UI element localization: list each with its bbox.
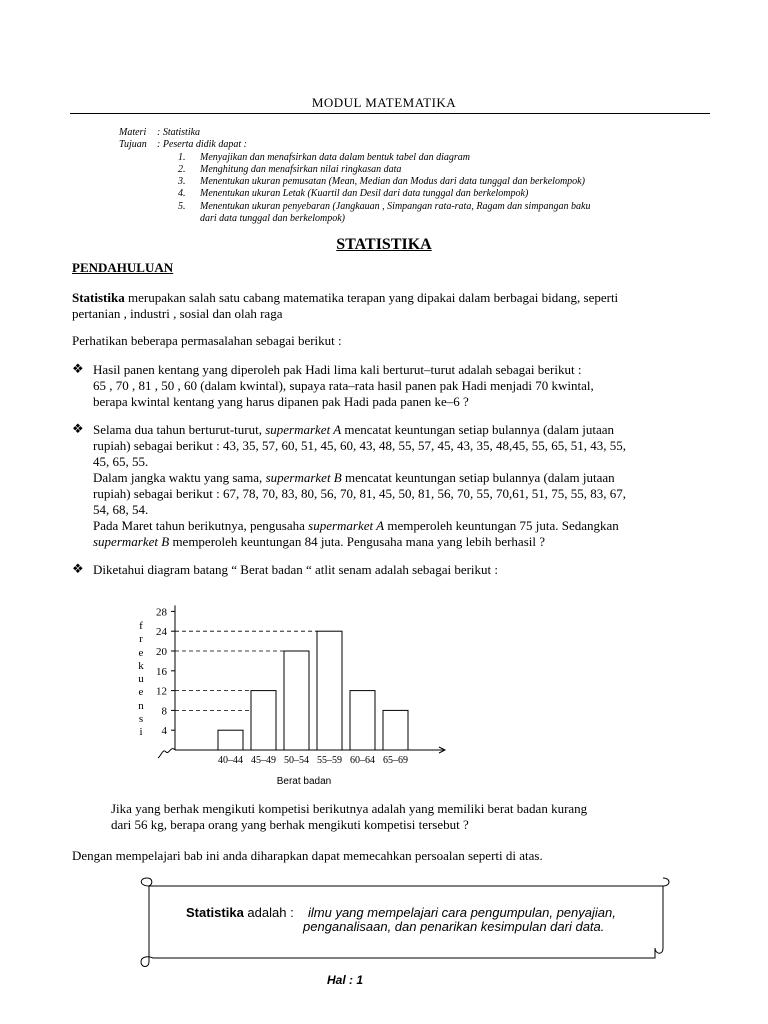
b2-line: 54, 68, 54. — [93, 502, 149, 517]
y-axis-label-letter: s — [138, 713, 144, 726]
b2-store: supermarket A — [265, 422, 342, 437]
page-title: STATISTIKA — [336, 236, 432, 253]
bar — [284, 651, 309, 750]
b2-line: 45, 65, 55. — [93, 454, 149, 469]
b2-store: supermarket A — [308, 518, 385, 533]
definition-adalah: adalah : — [243, 905, 294, 920]
x-tick-label: 60–64 — [350, 755, 375, 766]
closing-text: Dengan mempelajari bab ini anda diharapkan dapat memecahkan persoalan seperti di atas. — [72, 848, 543, 863]
x-axis-label: Berat badan — [276, 776, 332, 787]
goal-text: Menghitung dan menafsirkan nilai ringkasan data — [200, 164, 402, 175]
page-number: Hal : 1 — [326, 973, 363, 987]
x-tick-label: 40–44 — [218, 755, 243, 766]
goal-text: Menentukan ukuran penyebaran (Jangkauan , Simpangan rata-rata, Ragam dan simpangan baku — [200, 201, 591, 212]
b2-line: rupiah) sebagai berikut : 43, 35, 57, 60, 51, 45, 60, 43, 48, 55, 57, 45, 43, 35, 48,45, 55, 65, 51, 43, 55, — [93, 438, 626, 453]
goal-text: Menyajikan dan menafsirkan data dalam bentuk tabel dan diagram — [200, 152, 470, 163]
definition-line: ilmu yang mempelajari cara pengumpulan, penyajian, — [308, 905, 616, 920]
b2-line — [93, 534, 718, 550]
b2-text: memperoleh keuntungan 84 juta. Pengusaha mana yang lebih berhasil ? — [169, 534, 545, 549]
goal-text: Menentukan ukuran pemusatan (Mean, Median dan Modus dari data tunggal dan berkelompok) — [200, 176, 585, 187]
intro-term: Statistika — [72, 290, 125, 305]
b3-line: Diketahui diagram batang “ Berat badan “ atlit senam adalah sebagai berikut : — [93, 562, 499, 577]
goal-num: 2. — [178, 164, 186, 175]
y-axis-label-letter: k — [138, 659, 144, 672]
x-tick-label: 45–49 — [251, 755, 276, 766]
materi-label: Materi — [119, 127, 147, 138]
y-tick-label: 24 — [156, 626, 167, 639]
bullet-icon: ❖ — [72, 361, 84, 376]
y-tick-label: 16 — [156, 665, 167, 678]
goal-text: Menentukan ukuran Letak (Kuartil dan Desil dari data tunggal dan berkelompok) — [200, 188, 529, 199]
b1-line: Hasil panen kentang yang diperoleh pak Hadi lima kali berturut–turut adalah sebagai berikut : — [93, 362, 582, 377]
y-axis-label-letter: i — [139, 726, 143, 739]
y-axis-label — [136, 620, 146, 740]
y-axis-label-letter: n — [138, 699, 144, 712]
x-tick-label: 55–59 — [317, 755, 342, 766]
y-axis-label-letter: e — [138, 686, 144, 699]
bar — [383, 710, 408, 750]
question-line: Jika yang berhak mengikuti kompetisi berikutnya adalah yang memiliki berat badan kurang — [111, 801, 588, 816]
b2-text: mencatat keuntungan setiap bulannya (dalam jutaan — [341, 422, 615, 437]
b1-line: berapa kwintal kentang yang harus dipanen pak Hadi pada panen ke–6 ? — [93, 394, 469, 409]
b2-store: supermarket B — [265, 470, 342, 485]
goal-num: 3. — [178, 176, 186, 187]
b2-text: Selama dua tahun berturut-turut, — [93, 422, 266, 437]
y-tick-label: 20 — [156, 646, 167, 658]
y-axis-label-letter: e — [138, 646, 144, 659]
section-heading: PENDAHULUAN — [72, 260, 174, 275]
x-tick-label: 65–69 — [383, 755, 408, 766]
b2-line: rupiah) sebagai berikut : 67, 78, 70, 83, 80, 56, 70, 81, 45, 50, 81, 56, 70, 55, 70,61, 51, 75, 55, 83, 67, — [93, 486, 626, 501]
goal-num: 1. — [178, 152, 186, 163]
header-rule — [70, 113, 710, 114]
b2-text: Dalam jangka waktu yang sama, — [93, 470, 266, 485]
y-tick-label: 28 — [156, 606, 167, 619]
y-tick-label: 8 — [161, 705, 167, 718]
tujuan-value: : Peserta didik dapat : — [157, 139, 247, 150]
y-axis-label-letter: f — [139, 620, 143, 632]
bullet-icon: ❖ — [72, 561, 84, 576]
y-axis-label-letter: r — [139, 633, 143, 646]
intro-line1: merupakan salah satu cabang matematika terapan yang dipakai dalam berbagai bidang, seperti — [124, 290, 619, 305]
y-axis-label-letter: u — [138, 673, 144, 686]
b2-line — [93, 518, 718, 534]
tujuan-label: Tujuan — [119, 139, 147, 150]
b2-text: memperoleh keuntungan 75 juta. Sedangkan — [384, 518, 619, 533]
b2-text: mencatat keuntungan setiap bulannya (dalam jutaan — [341, 470, 615, 485]
bar — [350, 691, 375, 750]
y-tick-label: 12 — [156, 685, 167, 698]
goal-num: 5. — [178, 201, 186, 212]
goal-num: 4. — [178, 188, 186, 199]
intro-line2: pertanian , industri , sosial dan olah raga — [72, 306, 283, 321]
bar — [251, 691, 276, 750]
axis-break-icon — [158, 749, 175, 758]
b1-line: 65 , 70 , 81 , 50 , 60 (dalam kwintal), supaya rata–rata hasil panen pak Hadi menjadi 70 kwintal, — [93, 378, 594, 393]
definition-line: penganalisaan, dan penarikan kesimpulan dari data. — [303, 919, 605, 934]
b2-line — [93, 470, 718, 486]
bar-chart — [120, 590, 460, 800]
y-tick-label: 4 — [161, 725, 167, 738]
b2-line — [93, 422, 718, 438]
intro-paragraph — [72, 290, 618, 306]
b2-text: Pada Maret tahun berikutnya, pengusaha — [93, 518, 309, 533]
definition-bold: Statistika — [186, 905, 244, 920]
module-header: MODUL MATEMATIKA — [311, 95, 457, 110]
bar — [218, 730, 243, 750]
goal-text: dari data tunggal dan berkelompok) — [200, 213, 345, 224]
question-line: dari 56 kg, berapa orang yang berhak mengikuti kompetisi tersebut ? — [111, 817, 469, 832]
bullet-icon: ❖ — [72, 421, 84, 436]
bar — [317, 631, 342, 750]
definition-term — [186, 905, 294, 920]
perhatikan-text: Perhatikan beberapa permasalahan sebagai berikut : — [72, 333, 342, 348]
x-tick-label: 50–54 — [284, 755, 309, 766]
b2-store: supermarket B — [93, 534, 170, 549]
materi-value: : Statistika — [157, 127, 201, 138]
